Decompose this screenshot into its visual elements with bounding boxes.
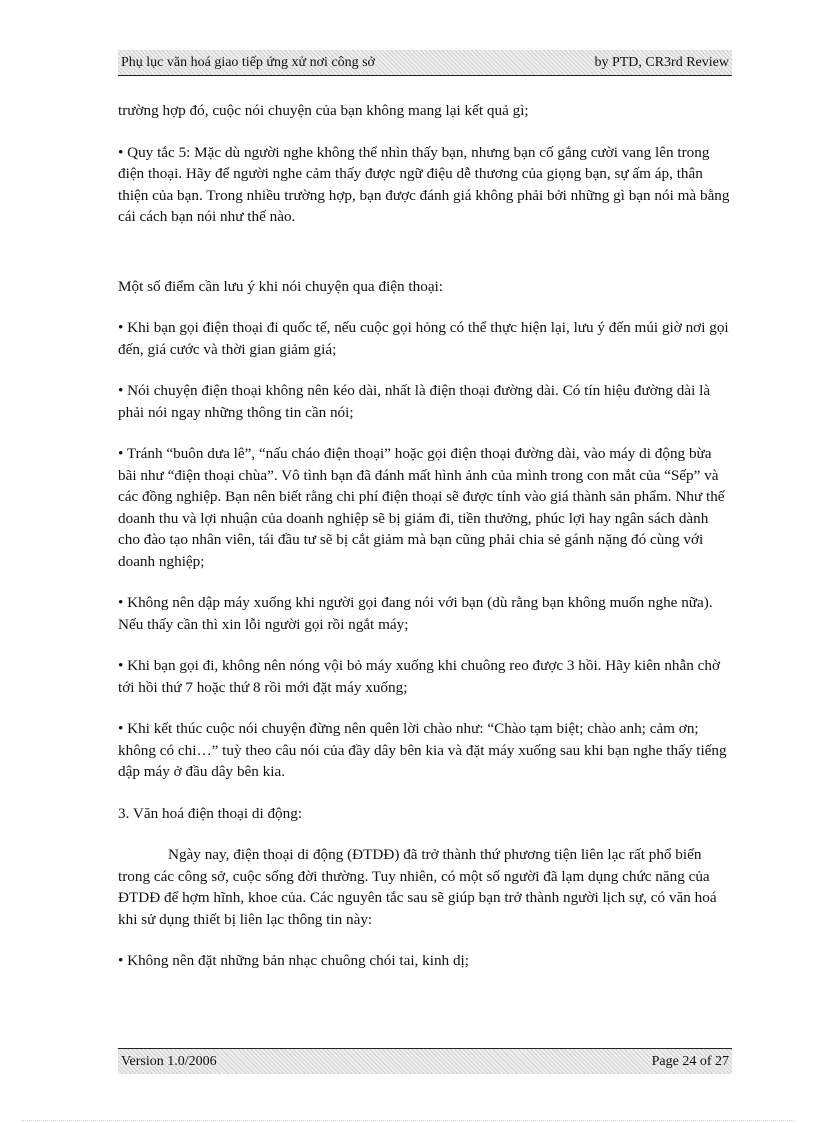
paragraph-notes-heading: Một số điểm cần lưu ý khi nói chuyện qua điện thoại: bbox=[118, 277, 444, 295]
paragraph-goodbye: • Khi kết thúc cuộc nói chuyện đừng nên quên lời chào như: “Chào tạm biệt; chào anh; cảm ơn; không có chi…” tuỳ theo câu nói của đầy dây bên kia và đặt máy xuống sau khi bạn nghe thấy tiếng dập máy ở đầu dây bên kia. bbox=[118, 720, 727, 780]
paragraph-rule-5: • Quy tắc 5: Mặc dù người nghe không thể nhìn thấy bạn, nhưng bạn cố gắng cười vang lên trong điện thoại. Hãy để người nghe cảm thấy được ngữ điệu dễ thương của giọng bạn, sự ấm áp, thân thiện của bạn. Trong nhiều trường hợp, bạn được đánh giá không phải bởi những gì bạn nói mà bằng cái cách bạn nói như thế nào. bbox=[118, 143, 730, 225]
page-edge-divider bbox=[22, 1120, 794, 1121]
header-author: by PTD, CR3rd Review bbox=[594, 54, 729, 70]
paragraph-ringtones: • Không nên đặt những bản nhạc chuông chói tai, kinh dị; bbox=[118, 952, 469, 969]
paragraph-patience: • Khi bạn gọi đi, không nên nóng vội bỏ máy xuống khi chuông reo được 3 hồi. Hãy kiên nhẫn chờ tới hồi thứ 7 hoặc thứ 8 rồi mới đặt máy xuống; bbox=[118, 657, 721, 696]
footer-page-number: Page 24 of 27 bbox=[651, 1053, 729, 1069]
document-body bbox=[118, 100, 732, 992]
paragraph-continuation: trường hợp đó, cuộc nói chuyện của bạn không mang lại kết quả gì; bbox=[118, 102, 529, 119]
page-footer bbox=[118, 1048, 732, 1074]
paragraph-long-distance: • Nói chuyện điện thoại không nên kéo dài, nhất là điện thoại đường dài. Có tín hiệu đường dài là phải nói ngay những thông tin cần nói; bbox=[118, 382, 711, 421]
paragraph-no-hangup: • Không nên dập máy xuống khi người gọi đang nói với bạn (dù rằng bạn không muốn nghe nữa). Nếu thấy cần thì xin lỗi người gọi rồi ngắt máy; bbox=[118, 594, 713, 633]
page-header bbox=[118, 50, 732, 76]
paragraph-international-calls: • Khi bạn gọi điện thoại đi quốc tế, nếu cuộc gọi hỏng có thể thực hiện lại, lưu ý đến múi giờ nơi gọi đến, giá cước và thời gian giảm giá; bbox=[118, 319, 729, 358]
header-title: Phụ lục văn hoá giao tiếp ứng xử nơi công sở bbox=[121, 54, 375, 70]
paragraph-avoid-gossip: • Tránh “buôn dưa lê”, “nấu cháo điện thoại” hoặc gọi điện thoại đường dài, vào máy di động bừa bãi như “điện thoại chùa”. Vô tình bạn đã đánh mất hình ảnh của mình trong con mắt của “Sếp” và các đồng nghiệp. Bạn nên biết rằng chi phí điện thoại sẽ được tính vào giá thành sản phẩm. Như thế doanh thu và lợi nhuận của doanh nghiệp sẽ bị giảm đi, tiền thưởng, phúc lợi hay ngân sách dành cho đào tạo nhân viên, tái đầu tư sẽ bị cắt giảm mà bạn cũng phải chia sẻ gánh nặng đó cùng với doanh nghiệp; bbox=[118, 445, 725, 570]
section-heading-mobile: 3. Văn hoá điện thoại di động: bbox=[118, 804, 303, 822]
paragraph-mobile-intro: Ngày nay, điện thoại di động (ĐTDĐ) đã trở thành thứ phương tiện liên lạc rất phổ biến trong các công sở, cuộc sống đời thường. Tuy nhiên, có một số người đã lạm dụng chức năng của ĐTDĐ để hợm hĩnh, khoe của. Các nguyên tắc sau sẽ giúp bạn trở thành người lịch sự, có văn hoá khi sử dụng thiết bị liên lạc thông tin này: bbox=[118, 846, 717, 928]
footer-version: Version 1.0/2006 bbox=[121, 1053, 217, 1069]
